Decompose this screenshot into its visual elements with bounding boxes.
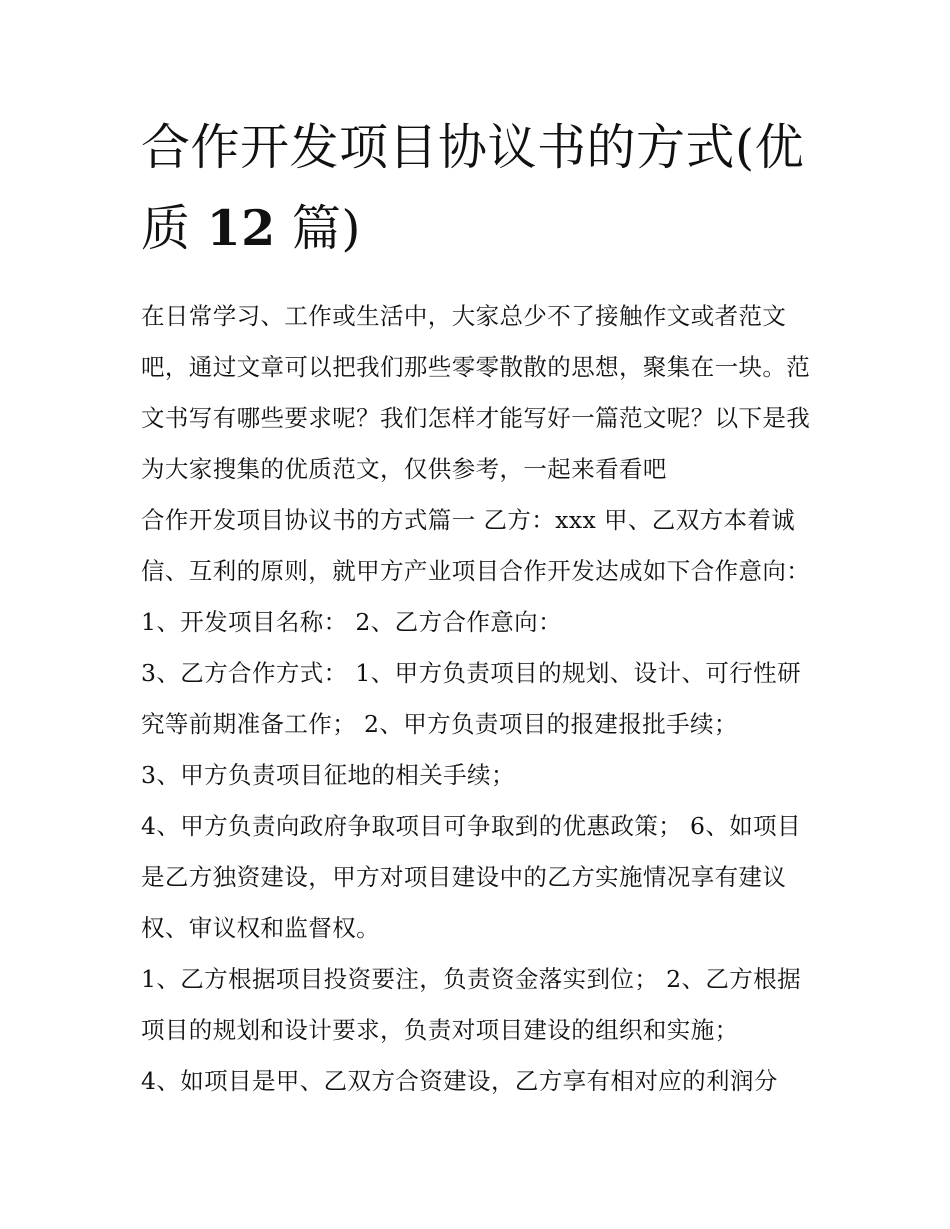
paragraph-cooperation-method: 3、乙方合作方式： 1、甲方负责项目的规划、设计、可行性研究等前期准备工作； 2、甲方负责项目的报建报批手续； [141,659,801,738]
paragraph-joint-investment: 4、如项目是甲、乙双方合资建设，乙方享有相对应的利润分 [141,1067,778,1095]
paragraph-agreement-intro: 合作开发项目协议书的方式篇一 乙方：xxx 甲、乙双方本着诚信、互利的原则，就甲方产业项目合作开发达成如下合作意向： 1、开发项目名称： 2、乙方合作意向： [141,506,811,636]
title-line-2: 质 12 篇) [141,199,361,257]
paragraph-party-b-duties: 1、乙方根据项目投资要注，负责资金落实到位； 2、乙方根据项目的规划和设计要求，负责对项目建设的组织和实施； [141,965,801,1044]
document-page [141,108,813,1107]
title-line-1: 合作开发项目协议书的方式(优 [141,119,805,176]
paragraph-land-procedures: 3、甲方负责项目征地的相关手续； [141,761,515,789]
paragraph-preferential-policies: 4、甲方负责向政府争取项目可争取到的优惠政策； 6、如项目是乙方独资建设，甲方对项目建设中的乙方实施情况享有建议权、审议权和监督权。 [141,812,801,942]
paragraph-intro: 在日常学习、工作或生活中，大家总少不了接触作文或者范文吧，通过文章可以把我们那些零零散散的思想，聚集在一块。范文书写有哪些要求呢？我们怎样才能写好一篇范文呢？以下是我为大家搜集的优质范文，仅供参考，一起来看看吧 [141,302,811,483]
document-title [141,108,813,269]
document-body [141,291,813,1107]
